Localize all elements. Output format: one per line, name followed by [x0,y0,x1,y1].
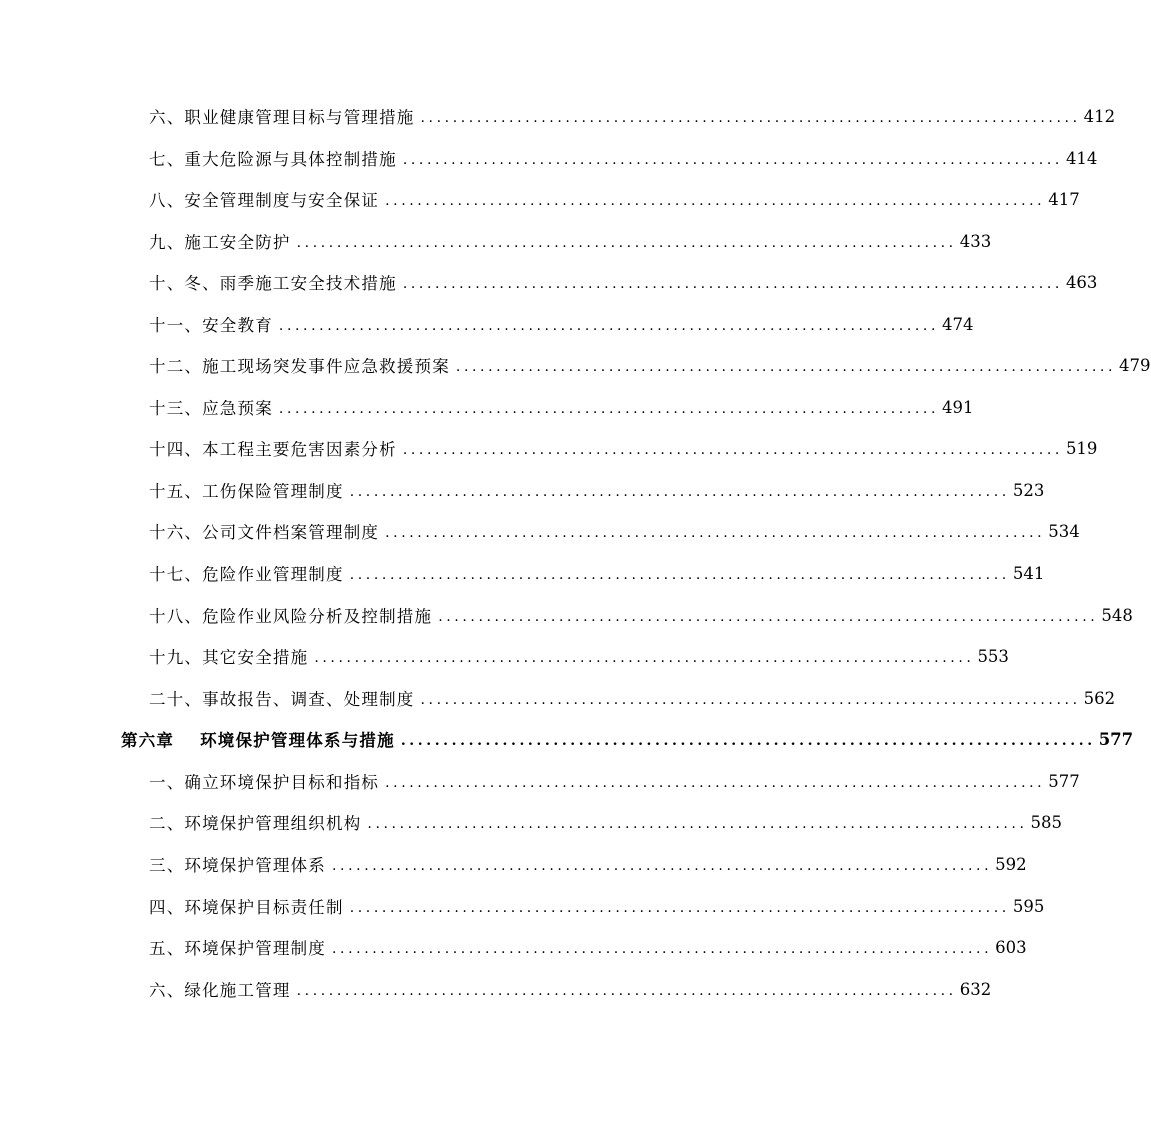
toc-entry-title: 十八、危险作业风险分析及控制措施 [149,607,433,626]
dot-leader: .................................................................................. [402,276,1063,292]
dot-leader: .................................................................................. [296,983,957,999]
toc-entry-page: 463 [1065,272,1098,292]
toc-chapter-label [121,727,395,751]
dot-leader: .................................................................................. [332,858,993,874]
toc-entry-title: 二、环境保护管理组织机构 [149,814,362,833]
toc-entry-title: 十、冬、雨季施工安全技术措施 [149,274,397,293]
toc-entry-title: 十七、危险作业管理制度 [149,565,344,584]
toc-entry[interactable] [149,761,1080,801]
dot-leader: .................................................................................. [367,816,1028,832]
toc-entry-title: 五、环境保护管理制度 [149,939,326,958]
toc-entry[interactable] [149,138,1098,178]
dot-leader: .................................................................................. [385,193,1046,209]
toc-entry-page: 585 [1030,812,1063,832]
toc-entry-page: 553 [977,646,1009,666]
toc-entry-title: 九、施工安全防护 [149,233,291,252]
toc-entry-title: 四、环境保护目标责任制 [149,898,344,917]
toc-entry-title: 十二、施工现场突发事件应急救援预案 [149,357,450,376]
dot-leader: .................................................................................. [400,733,1096,749]
toc-entry[interactable] [149,387,974,427]
dot-leader: .................................................................................. [349,567,1010,583]
toc-entry-page: 534 [1048,521,1080,541]
dot-leader: .................................................................................. [402,152,1063,168]
toc-entry[interactable] [149,678,1116,718]
toc-entry[interactable] [149,470,1045,510]
toc-chapter-page: 577 [1098,729,1134,749]
dot-leader: .................................................................................. [296,235,957,251]
dot-leader: .................................................................................. [314,650,975,666]
toc-entry-page: 474 [942,314,974,334]
toc-entry-title: 十九、其它安全措施 [149,648,309,667]
toc-entry[interactable] [149,595,1133,635]
toc-entry-page: 595 [1012,896,1045,916]
toc-entry[interactable] [149,969,992,1009]
toc-chapter-heading[interactable] [121,719,1134,759]
dot-leader: .................................................................................. [438,609,1099,625]
toc-entry[interactable] [149,802,1063,842]
toc-entry-page: 433 [959,231,992,251]
dot-leader: .................................................................................. [349,484,1010,500]
toc-entry-page: 632 [959,979,992,999]
toc-entry-title: 十三、应急预案 [149,399,273,418]
toc-entry-page: 603 [995,937,1027,957]
toc-entry-page: 414 [1065,148,1098,168]
toc-entry[interactable] [149,345,1151,385]
toc-entry[interactable] [149,886,1045,926]
dot-leader: .................................................................................. [349,900,1010,916]
toc-entry[interactable] [149,179,1080,219]
toc-entry[interactable] [149,96,1116,136]
toc-entry-title: 六、绿化施工管理 [149,981,291,1000]
toc-entry[interactable] [149,262,1098,302]
toc-entry-page: 519 [1065,438,1098,458]
toc-entry-page: 562 [1083,688,1116,708]
toc-entry-title: 六、职业健康管理目标与管理措施 [149,108,415,127]
toc-entry-page: 523 [1012,480,1045,500]
toc-entry[interactable] [149,553,1045,593]
toc-entry-page: 577 [1048,771,1080,791]
toc-entry-page: 417 [1048,189,1080,209]
dot-leader: .................................................................................. [402,442,1063,458]
dot-leader: .................................................................................. [420,110,1081,126]
dot-leader: .................................................................................. [278,318,940,334]
toc-entry[interactable] [149,428,1098,468]
toc-entry-title: 十四、本工程主要危害因素分析 [149,440,397,459]
chapter-number: 第六章 [121,731,175,750]
toc-entry-title: 十五、工伤保险管理制度 [149,482,344,501]
toc-entry[interactable] [149,636,1009,676]
toc-entry-page: 541 [1012,563,1045,583]
toc-entry-title: 二十、事故报告、调查、处理制度 [149,690,415,709]
dot-leader: .................................................................................. [278,401,940,417]
toc-entry-page: 592 [995,854,1027,874]
toc-entry-title: 一、确立环境保护目标和指标 [149,773,380,792]
toc-entry[interactable] [149,304,974,344]
toc-entry-title: 七、重大危险源与具体控制措施 [149,150,397,169]
toc-entry-page: 412 [1083,106,1116,126]
toc-entry[interactable] [149,844,1027,884]
toc-entry[interactable] [149,511,1080,551]
dot-leader: .................................................................................. [385,775,1046,791]
toc-entry-title: 十一、安全教育 [149,316,273,335]
dot-leader: .................................................................................. [332,941,993,957]
toc-entry-title: 十六、公司文件档案管理制度 [149,523,380,542]
toc-entry[interactable] [149,221,992,261]
dot-leader: .................................................................................. [420,692,1081,708]
toc-entry-page: 479 [1119,355,1151,375]
dot-leader: .................................................................................. [455,359,1117,375]
toc-entry-page: 548 [1101,605,1133,625]
toc-entry-page: 491 [942,397,974,417]
toc-entry[interactable] [149,927,1027,967]
chapter-title: 环境保护管理体系与措施 [200,731,395,750]
toc-entry-title: 三、环境保护管理体系 [149,856,326,875]
toc-entry-title: 八、安全管理制度与安全保证 [149,191,380,210]
dot-leader: .................................................................................. [385,525,1046,541]
